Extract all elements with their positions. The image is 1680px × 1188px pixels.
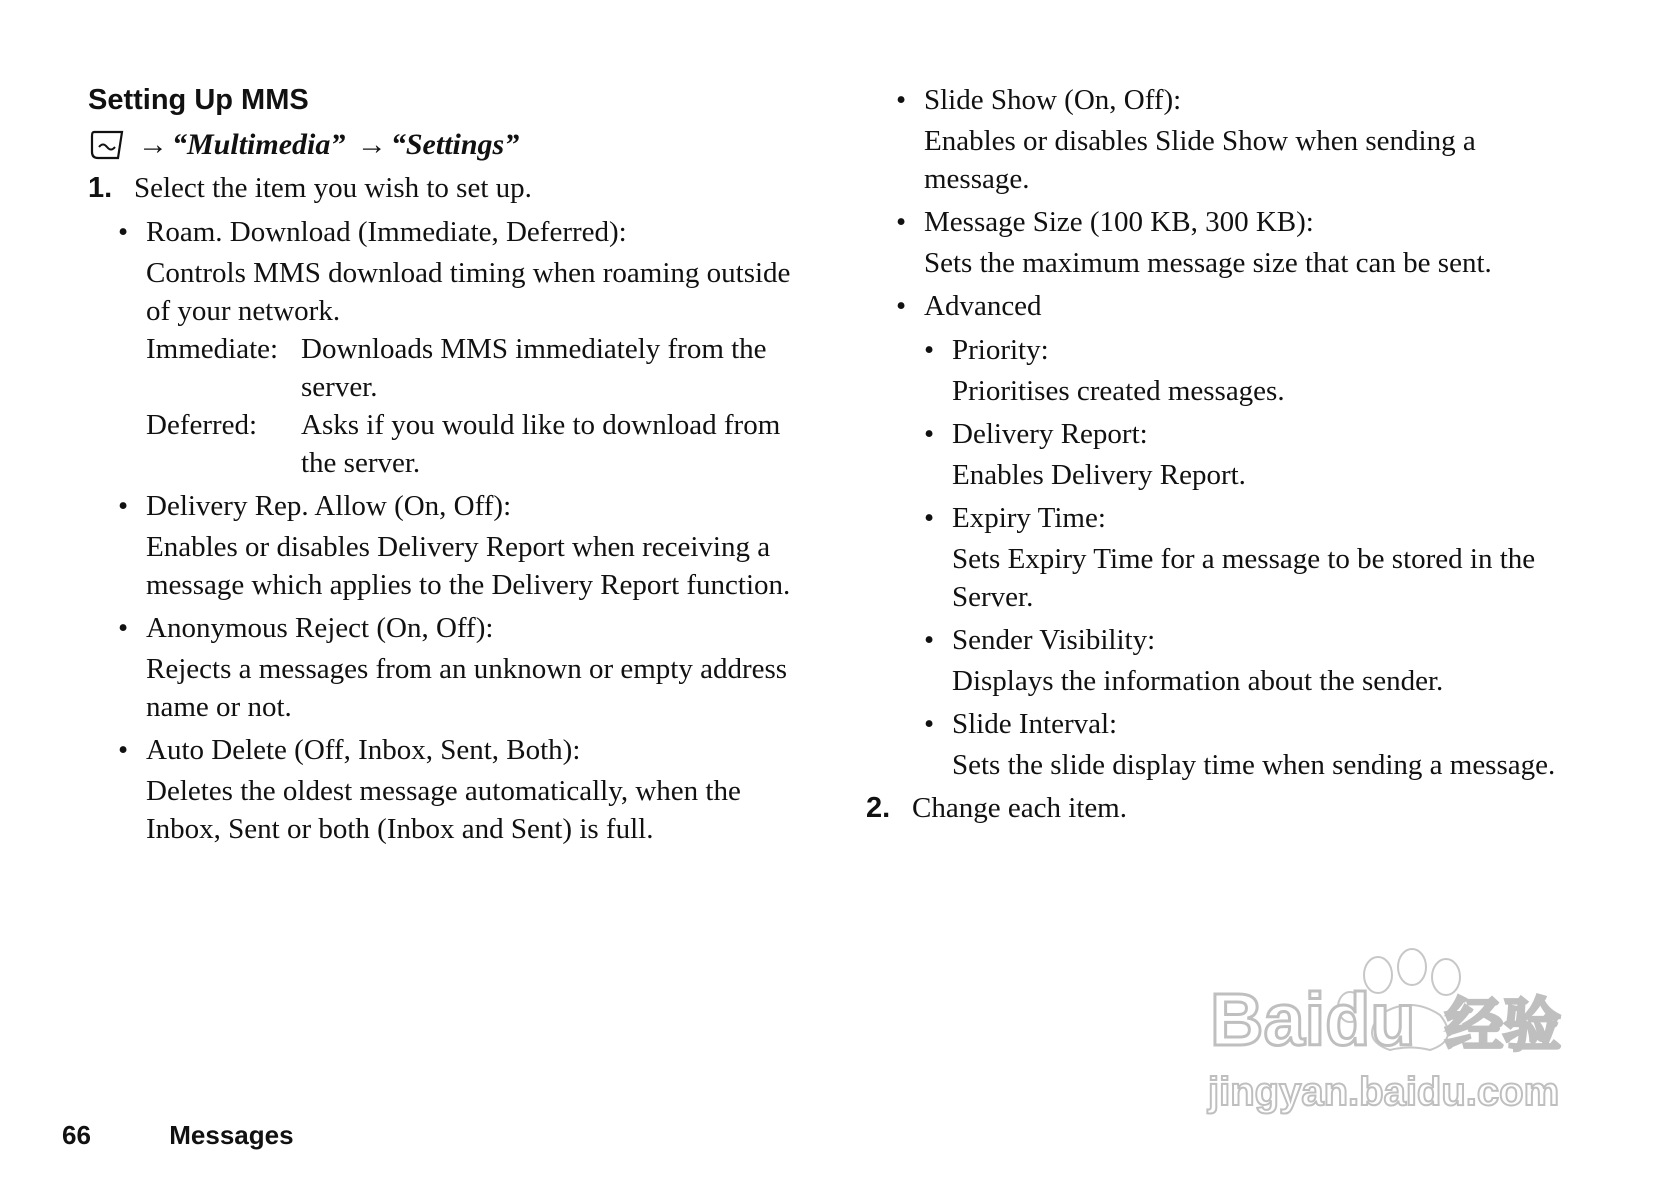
item-head: Anonymous Reject (On, Off): — [146, 612, 494, 644]
step-number: 1. — [88, 172, 113, 204]
subitem-delivery-report — [924, 414, 1586, 494]
item-head: Slide Interval: — [952, 708, 1118, 740]
item-desc: Controls MMS download timing when roaming outside of your network. — [146, 257, 791, 327]
bullet-icon: • — [924, 502, 935, 534]
menu-path-text — [134, 125, 519, 165]
menu-path — [88, 124, 808, 166]
bullet-icon: • — [118, 216, 129, 248]
option-immediate — [146, 330, 808, 406]
item-auto-delete — [118, 730, 808, 848]
option-def: Downloads MMS immediately from the server. — [301, 333, 767, 403]
watermark-brand: Baidu — [1210, 978, 1416, 1061]
item-delivery-rep-allow — [118, 486, 808, 604]
bullet-icon: • — [118, 612, 129, 644]
item-anonymous-reject — [118, 608, 808, 726]
bullet-icon: • — [896, 206, 907, 238]
item-head: Priority: — [952, 334, 1049, 366]
item-advanced — [896, 286, 1586, 326]
subitem-slide-interval — [924, 704, 1586, 784]
item-head: Advanced — [924, 290, 1042, 322]
item-desc: Prioritises created messages. — [952, 375, 1285, 407]
bullet-icon: • — [118, 490, 129, 522]
page-footer — [62, 1118, 294, 1152]
bullet-icon: • — [924, 334, 935, 366]
step-1 — [88, 168, 808, 208]
left-column — [88, 80, 808, 848]
item-head: Expiry Time: — [952, 502, 1106, 534]
step-text: Select the item you wish to set up. — [134, 172, 532, 204]
watermark-cn: 经验 — [1445, 991, 1562, 1059]
option-term: Immediate: — [146, 333, 279, 365]
step-text: Change each item. — [912, 792, 1127, 824]
page-number: 66 — [62, 1120, 91, 1150]
bullet-icon: • — [924, 708, 935, 740]
item-desc: Sets the slide display time when sending a message. — [952, 749, 1556, 781]
item-slide-show — [896, 80, 1586, 198]
baidu-watermark-logo — [1200, 945, 1620, 1135]
item-head: Sender Visibility: — [952, 624, 1156, 656]
item-desc: Sets Expiry Time for a message to be stored in the Server. — [952, 543, 1536, 613]
item-head: Delivery Rep. Allow (On, Off): — [146, 490, 512, 522]
item-desc: Enables or disables Slide Show when sending a message. — [924, 125, 1476, 195]
item-desc: Sets the maximum message size that can be sent. — [924, 247, 1492, 279]
path-arrow-icon: → — [356, 128, 387, 161]
item-desc: Displays the information about the sender. — [952, 665, 1444, 697]
path-item-multimedia: “Multimedia” — [172, 128, 346, 161]
footer-section: Messages — [169, 1120, 294, 1150]
bullet-icon: • — [896, 84, 907, 116]
item-roam-download — [118, 212, 808, 482]
item-head: Roam. Download (Immediate, Deferred): — [146, 216, 627, 248]
bullet-icon: • — [118, 734, 129, 766]
watermark-url: jingyan.baidu.com — [1208, 1070, 1560, 1114]
path-item-settings: “Settings” — [390, 128, 520, 161]
option-term: Deferred: — [146, 409, 258, 441]
right-column — [866, 80, 1586, 830]
item-head: Message Size (100 KB, 300 KB): — [924, 206, 1314, 238]
menu-key-icon — [88, 128, 128, 162]
step-number: 2. — [866, 792, 891, 824]
step-2 — [866, 788, 1586, 828]
subitem-sender-visibility — [924, 620, 1586, 700]
item-desc: Enables or disables Delivery Report when receiving a message which applies to the Delivery Report function. — [146, 531, 791, 601]
item-desc: Enables Delivery Report. — [952, 459, 1246, 491]
item-desc: Deletes the oldest message automatically, when the Inbox, Sent or both (Inbox and Sent) is full. — [146, 775, 741, 845]
bullet-icon: • — [924, 624, 935, 656]
item-message-size — [896, 202, 1586, 282]
item-head: Delivery Report: — [952, 418, 1148, 450]
bullet-icon: • — [924, 418, 935, 450]
item-head: Auto Delete (Off, Inbox, Sent, Both): — [146, 734, 581, 766]
option-def: Asks if you would like to download from the server. — [301, 409, 781, 479]
path-arrow-icon: → — [138, 128, 168, 161]
bullet-icon: • — [896, 290, 907, 322]
subitem-expiry-time — [924, 498, 1586, 616]
subitem-priority — [924, 330, 1586, 410]
option-deferred — [146, 406, 808, 482]
item-head: Slide Show (On, Off): — [924, 84, 1182, 116]
section-title: Setting Up MMS — [88, 84, 309, 116]
item-desc: Rejects a messages from an unknown or empty address name or not. — [146, 653, 788, 723]
